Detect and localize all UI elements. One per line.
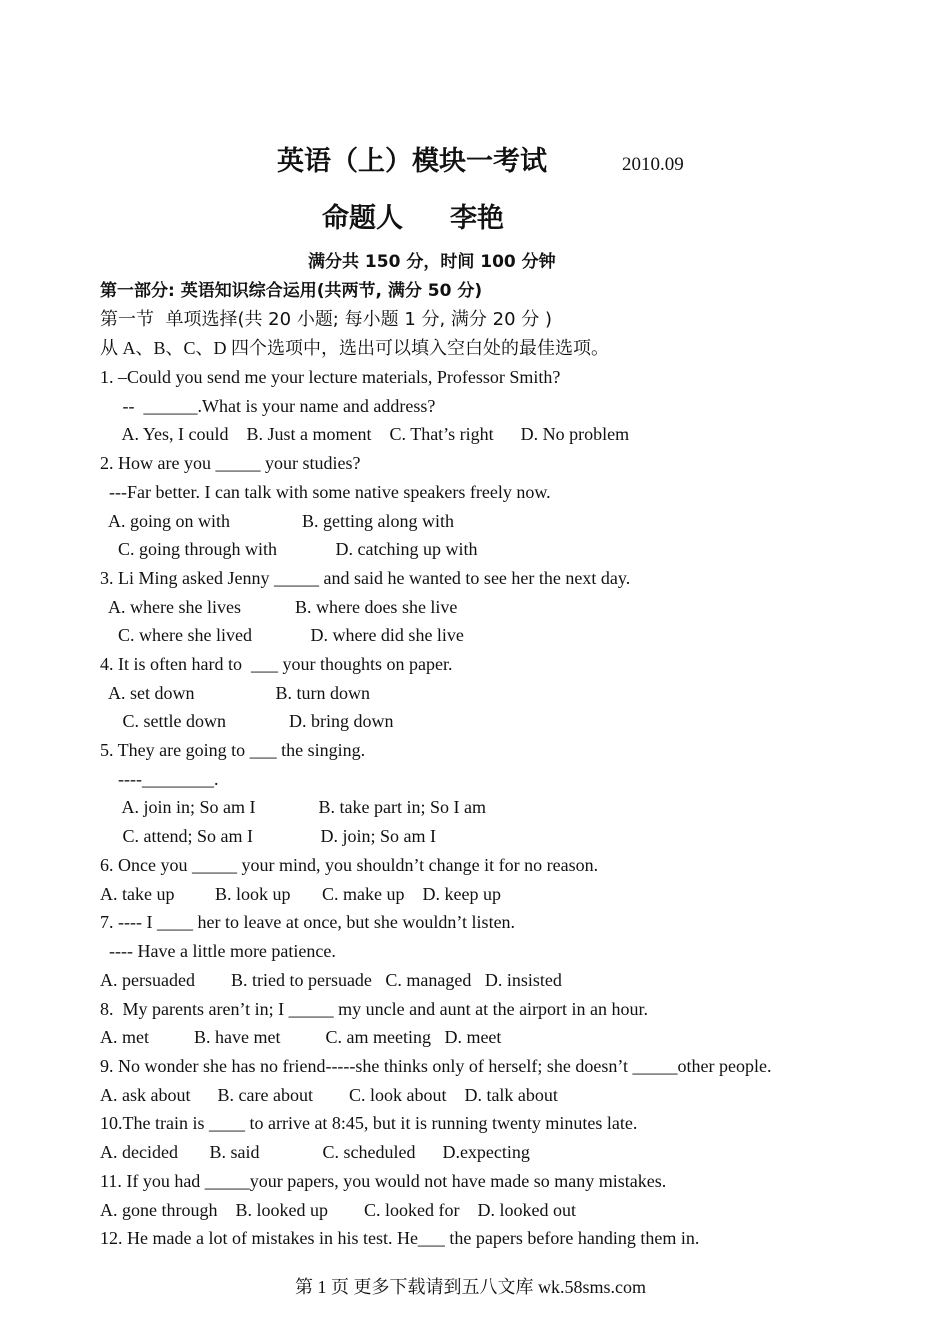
question-line: ---- Have a little more patience. [100, 941, 336, 961]
question-line: 6. Once you _____ your mind, you shouldn’t change it for no reason. [100, 855, 599, 875]
exam-author: 命题人 李艳 [322, 203, 504, 234]
question-line: A. met B. have met C. am meeting D. meet [100, 1027, 502, 1047]
instruction: 从 A、B、C、D 四个选项中，选出可以填入空白处的最佳选项。 [100, 338, 610, 358]
question-line: A. decided B. said C. scheduled D.expecting [100, 1142, 530, 1162]
question-line: C. where she lived D. where did she live [100, 625, 464, 645]
exam-title: 英语（上）模块一考试 [277, 146, 547, 177]
question-line: A. set down B. turn down [100, 683, 370, 703]
question-line: 9. No wonder she has no friend-----she thinks only of herself; she doesn’t _____other people. [100, 1056, 772, 1076]
question-line: A. gone through B. looked up C. looked for D. looked out [100, 1200, 576, 1220]
question-line: A. join in; So am I B. take part in; So I am [100, 797, 486, 817]
question-line: A. ask about B. care about C. look about D. talk about [100, 1085, 558, 1105]
question-line: 1. –Could you send me your lecture materials, Professor Smith? [100, 367, 561, 387]
question-line: 7. ---- I ____ her to leave at once, but she wouldn’t listen. [100, 912, 516, 932]
score-info: 满分共 150 分，时间 100 分钟 [308, 252, 556, 272]
question-line: C. attend; So am I D. join; So am I [100, 826, 436, 846]
question-line: 12. He made a lot of mistakes in his test. He___ the papers before handing them in. [100, 1228, 700, 1248]
question-line: ----________. [100, 769, 219, 789]
question-line: 4. It is often hard to ___ your thoughts on paper. [100, 654, 453, 674]
question-line: A. take up B. look up C. make up D. keep up [100, 884, 501, 904]
question-line: 10.The train is ____ to arrive at 8:45, but it is running twenty minutes late. [100, 1113, 638, 1133]
exam-date: 2010.09 [622, 154, 684, 175]
question-line: A. where she lives B. where does she live [100, 597, 458, 617]
question-line: C. going through with D. catching up with [100, 539, 478, 559]
section-title: 第一节 单项选择(共 20 小题; 每小题 1 分, 满分 20 分 ) [100, 309, 553, 330]
question-line: A. Yes, I could B. Just a moment C. That’s right D. No problem [100, 424, 630, 444]
question-line: 5. They are going to ___ the singing. [100, 740, 366, 760]
question-line: 11. If you had _____your papers, you would not have made so many mistakes. [100, 1171, 667, 1191]
question-line: A. persuaded B. tried to persuade C. managed D. insisted [100, 970, 562, 990]
question-line: 8. My parents aren’t in; I _____ my uncle and aunt at the airport in an hour. [100, 999, 649, 1019]
part-title: 第一部分: 英语知识综合运用(共两节, 满分 50 分) [100, 281, 483, 301]
question-line: -- ______.What is your name and address? [100, 396, 436, 416]
question-line: 3. Li Ming asked Jenny _____ and said he wanted to see her the next day. [100, 568, 631, 588]
question-line: ---Far better. I can talk with some native speakers freely now. [100, 482, 551, 502]
question-line: C. settle down D. bring down [100, 711, 394, 731]
question-line: A. going on with B. getting along with [100, 511, 454, 531]
page-footer: 第 1 页 更多下载请到五八文库 wk.58sms.com [295, 1277, 646, 1297]
question-line: 2. How are you _____ your studies? [100, 453, 361, 473]
